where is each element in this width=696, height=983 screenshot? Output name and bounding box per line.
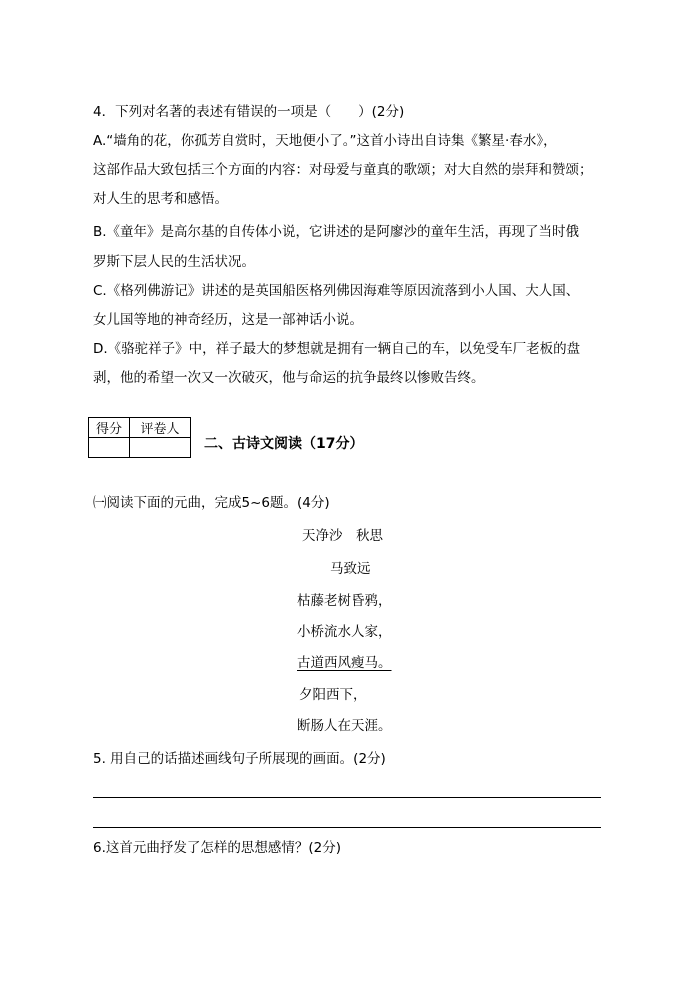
option-a-line-3: 对人生的思考和感悟。 bbox=[93, 191, 228, 207]
section-title: 二、古诗文阅读（17分） bbox=[204, 436, 364, 452]
option-d-line-1: D.《骆驼祥子》中，祥子最大的梦想就是拥有一辆自己的车，以免受车厂老板的盘 bbox=[93, 341, 581, 357]
question-6-stem: 6.这首元曲抒发了怎样的思想感情？(2分) bbox=[93, 840, 342, 856]
option-a-line-1: A.“墙角的花，你孤芳自赏时，天地便小了。”这首小诗出自诗集《繁星·春水》， bbox=[93, 133, 557, 149]
grader-input-cell[interactable] bbox=[130, 438, 191, 458]
option-c-line-2: 女儿国等地的神奇经历，这是一部神话小说。 bbox=[93, 312, 363, 328]
poem-line-4: 夕阳西下， bbox=[299, 687, 367, 703]
part-1-intro: ㈠阅读下面的元曲，完成5~6题。(4分) bbox=[93, 495, 330, 511]
question-4-stem: 4．下列对名著的表述有错误的一项是（ ）(2分) bbox=[93, 104, 405, 120]
poem-author: 马致远 bbox=[330, 561, 371, 577]
answer-line-2[interactable] bbox=[93, 827, 601, 828]
poem-line-3-underlined: 古道西风瘦马。 bbox=[297, 655, 392, 671]
poem-line-1: 枯藤老树昏鸦， bbox=[297, 593, 392, 609]
answer-line-1[interactable] bbox=[93, 797, 601, 798]
poem-line-5: 断肠人在天涯。 bbox=[297, 718, 392, 734]
score-label: 得分 bbox=[89, 418, 130, 438]
question-5-stem: 5. 用自己的话描述画线句子所展现的画面。(2分) bbox=[93, 751, 386, 767]
option-a-line-2: 这部作品大致包括三个方面的内容：对母爱与童真的歌颂；对大自然的崇拜和赞颂； bbox=[93, 162, 593, 178]
option-d-line-2: 剥，他的希望一次又一次破灭，他与命运的抗争最终以惨败告终。 bbox=[93, 370, 485, 386]
option-c-line-1: C.《格列佛游记》讲述的是英国船医格列佛因海难等原因流落到小人国、大人国、 bbox=[93, 283, 580, 299]
score-input-cell[interactable] bbox=[89, 438, 130, 458]
option-b-line-1: B.《童年》是高尔基的自传体小说，它讲述的是阿廖沙的童年生活，再现了当时俄 bbox=[93, 224, 580, 240]
grader-label: 评卷人 bbox=[130, 418, 191, 438]
poem-line-2: 小桥流水人家， bbox=[297, 624, 392, 640]
option-b-line-2: 罗斯下层人民的生活状况。 bbox=[93, 254, 255, 270]
poem-title: 天净沙 秋思 bbox=[302, 528, 383, 544]
score-box bbox=[88, 417, 191, 458]
